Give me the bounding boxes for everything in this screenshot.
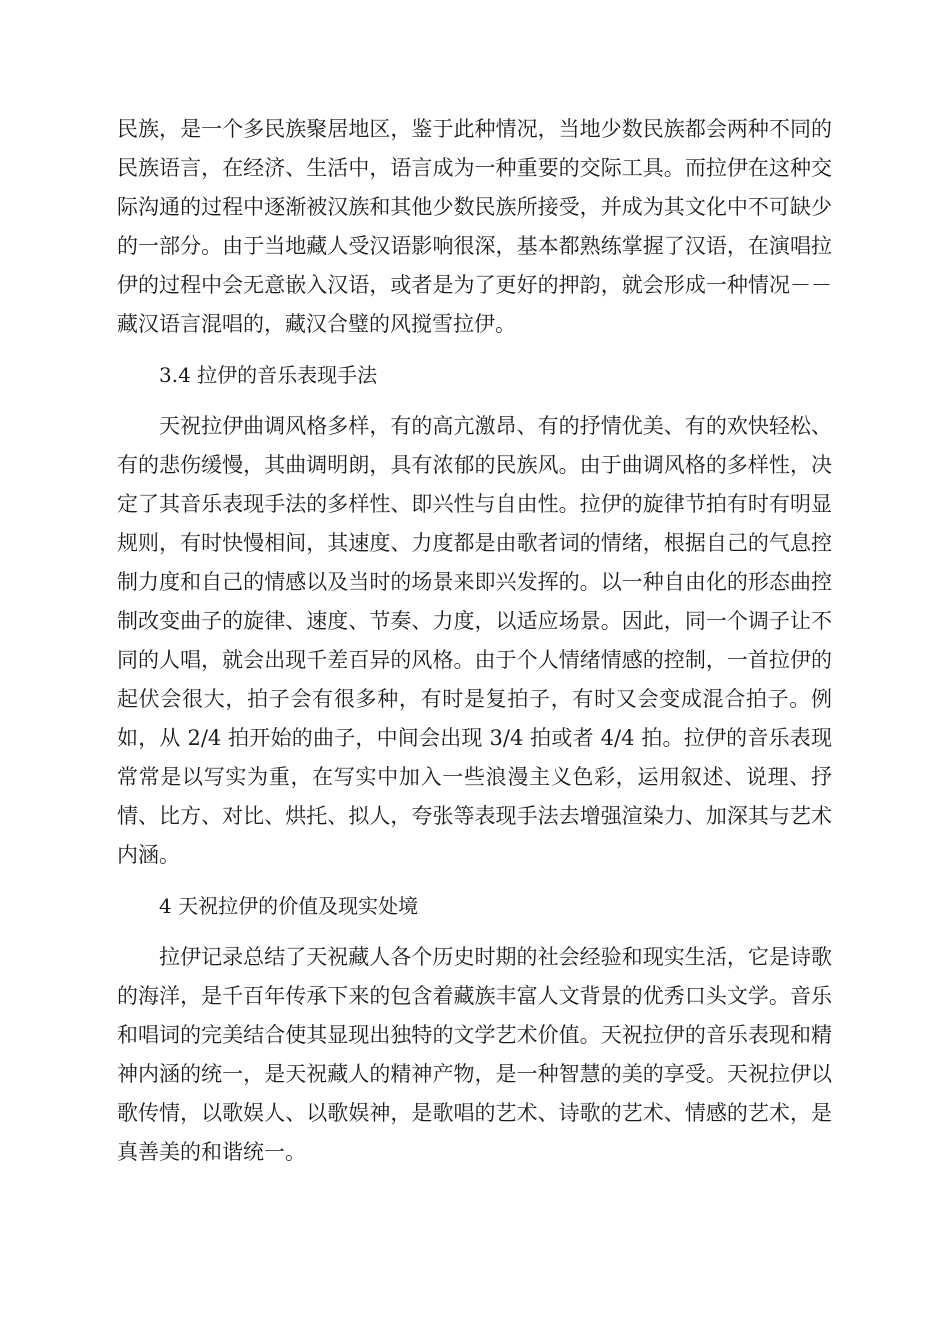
- spacer: [117, 926, 832, 938]
- spacer: [117, 344, 832, 356]
- spacer: [117, 875, 832, 887]
- section-heading-3-4: 3.4 拉伊的音乐表现手法: [159, 363, 378, 387]
- paragraph-continued: 民族，是一个多民族聚居地区，鉴于此种情况，当地少数民族都会两种不同的民族语言，在经济、生活中，语言成为一种重要的交际工具。而拉伊在这种交际沟通的过程中逐渐被汉族和其他少数民族所接受，并成为其文化中不可缺少的一部分。由于当地藏人受汉语影响很深，基本都熟练掌握了汉语，在演唱拉伊的过程中会无意嵌入汉语，或者是为了更好的押韵，就会形成一种情况－－藏汉语言混唱的，藏汉合璧的风搅雪拉伊。: [117, 117, 832, 336]
- document-body: [117, 110, 832, 1172]
- paragraph-value: 拉伊记录总结了天祝藏人各个历史时期的社会经验和现实生活，它是诗歌的海洋，是千百年传承下来的包含着藏族丰富人文背景的优秀口头文学。音乐和唱词的完美结合使其显现出独特的文学艺术价值。天祝拉伊的音乐表现和精神内涵的统一，是天祝藏人的精神产物，是一种智慧的美的享受。天祝拉伊以歌传情，以歌娱人、以歌娱神，是歌唱的艺术、诗歌的艺术、情感的艺术，是真善美的和谐统一。: [117, 945, 832, 1164]
- spacer: [117, 395, 832, 407]
- section-heading-4: 4 天祝拉伊的价值及现实处境: [159, 894, 419, 918]
- paragraph-music-expression: 天祝拉伊曲调风格多样，有的高亢激昂、有的抒情优美、有的欢快轻松、有的悲伤缓慢，其曲调明朗，具有浓郁的民族风。由于曲调风格的多样性，决定了其音乐表现手法的多样性、即兴性与自由性。拉伊的旋律节拍有时有明显规则，有时快慢相间，其速度、力度都是由歌者词的情绪，根据自己的气息控制力度和自己的情感以及当时的场景来即兴发挥的。以一种自由化的形态曲控制改变曲子的旋律、速度、节奏、力度，以适应场景。因此，同一个调子让不同的人唱，就会出现千差百异的风格。由于个人情绪情感的控制，一首拉伊的起伏会很大，拍子会有很多种，有时是复拍子，有时又会变成混合拍子。例如，从 2/4 拍开始的曲子，中间会出现 3/4 拍或者 4/4 拍。拉伊的音乐表现常常是以写实为重，在写实中加入一些浪漫主义色彩，运用叙述、说理、抒情、比方、对比、烘托、拟人，夸张等表现手法去增强渲染力、加深其与艺术内涵。: [117, 414, 832, 867]
